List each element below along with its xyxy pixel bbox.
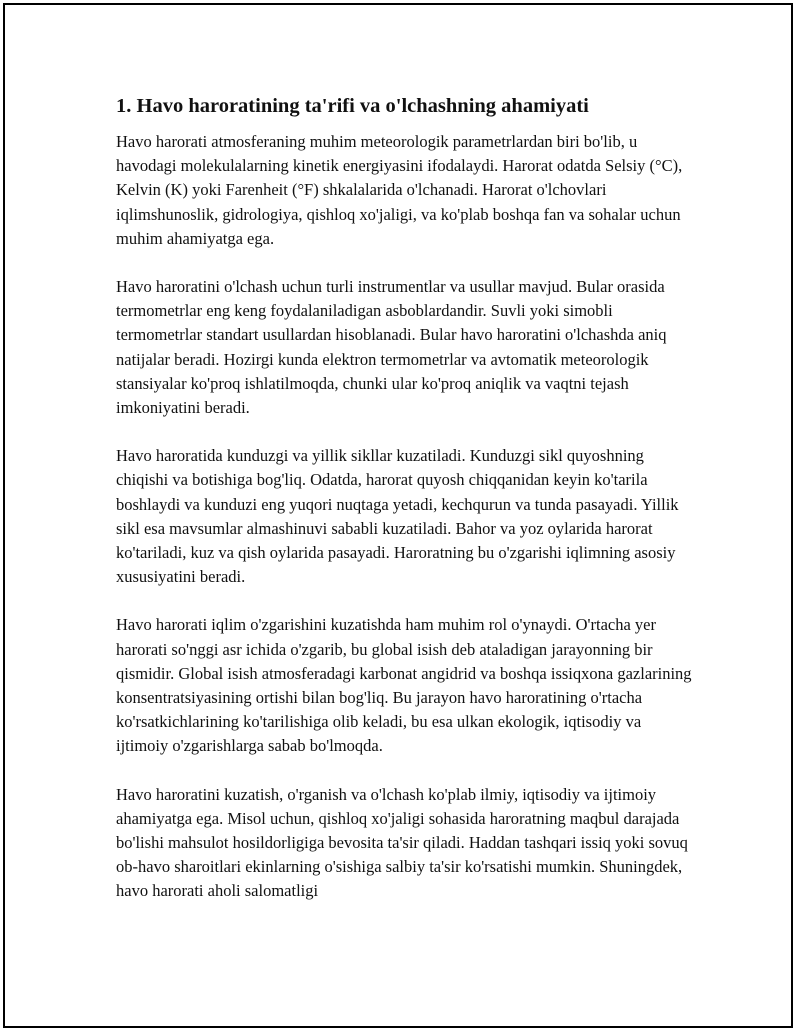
paragraph-3: Havo haroratida kunduzgi va yillik sikllar kuzatiladi. Kunduzgi sikl quyoshning chiqishi va botishiga bog'liq. Odatda, harorat quyosh chiqqanidan keyin ko'tarila boshlaydi va kunduzi eng yuqori nuqtaga yetadi, kechqurun va tunda pasayadi. Yillik sikl esa mavsumlar almashinuvi sababli kuzatiladi. Bahor va yoz oylarida harorat ko'tariladi, kuz va qish oylarida pasayadi. Haroratning bu o'zgarishi iqlimning asosiy xususiyatini beradi. bbox=[116, 446, 679, 587]
paragraph-1: Havo harorati atmosferaning muhim meteorologik parametrlardan biri bo'lib, u havodagi molekulalarning kinetik energiyasini ifodalaydi. Harorat odatda Selsiy (°C), Kelvin (K) yoki Farenheit (°F) shkalalarida o'lchanadi. Harorat o'lchovlari iqlimshunoslik, gidrologiya, qishloq xo'jaligi, va ko'plab boshqa fan va sohalar uchun muhim ahamiyatga ega. bbox=[116, 132, 683, 248]
paragraph-2: Havo haroratini o'lchash uchun turli instrumentlar va usullar mavjud. Bular orasida termometrlar eng keng foydalaniladigan asboblardandir. Suvli yoki simobli termometrlar standart usullardan hisoblanadi. Bular havo haroratini o'lchashda aniq natijalar beradi. Hozirgi kunda elektron termometrlar va avtomatik meteorologik stansiyalar ko'proq ishlatilmoqda, chunki ular ko'proq aniqlik va vaqtni tejash imkoniyatini beradi. bbox=[116, 277, 667, 418]
document-body bbox=[116, 92, 696, 928]
paragraph-4: Havo harorati iqlim o'zgarishini kuzatishda ham muhim rol o'ynaydi. O'rtacha yer harorati so'nggi asr ichida o'zgarib, bu global isish deb ataladigan jarayonning bir qismidir. Global isish atmosferadagi karbonat angidrid va boshqa issiqxona gazlarining konsentratsiyasining ortishi bilan bog'liq. Bu jarayon havo haroratining o'rtacha ko'rsatkichlarining ko'tarilishiga olib keladi, bu esa ulkan ekologik, iqtisodiy va ijtimoiy o'zgarishlarga sabab bo'lmoqda. bbox=[116, 615, 692, 756]
section-title: 1. Havo haroratining ta'rifi va o'lchashning ahamiyati bbox=[116, 95, 589, 117]
paragraph-5: Havo haroratini kuzatish, o'rganish va o'lchash ko'plab ilmiy, iqtisodiy va ijtimoiy ahamiyatga ega. Misol uchun, qishloq xo'jaligi sohasida haroratning maqbul darajada bo'lishi mahsulot hosildorligiga bevosita ta'sir qiladi. Haddan tashqari issiq yoki sovuq ob-havo sharoitlari ekinlarning o'sishiga salbiy ta'sir ko'rsatishi mumkin. Shuningdek, havo harorati aholi salomatligi bbox=[116, 784, 688, 901]
